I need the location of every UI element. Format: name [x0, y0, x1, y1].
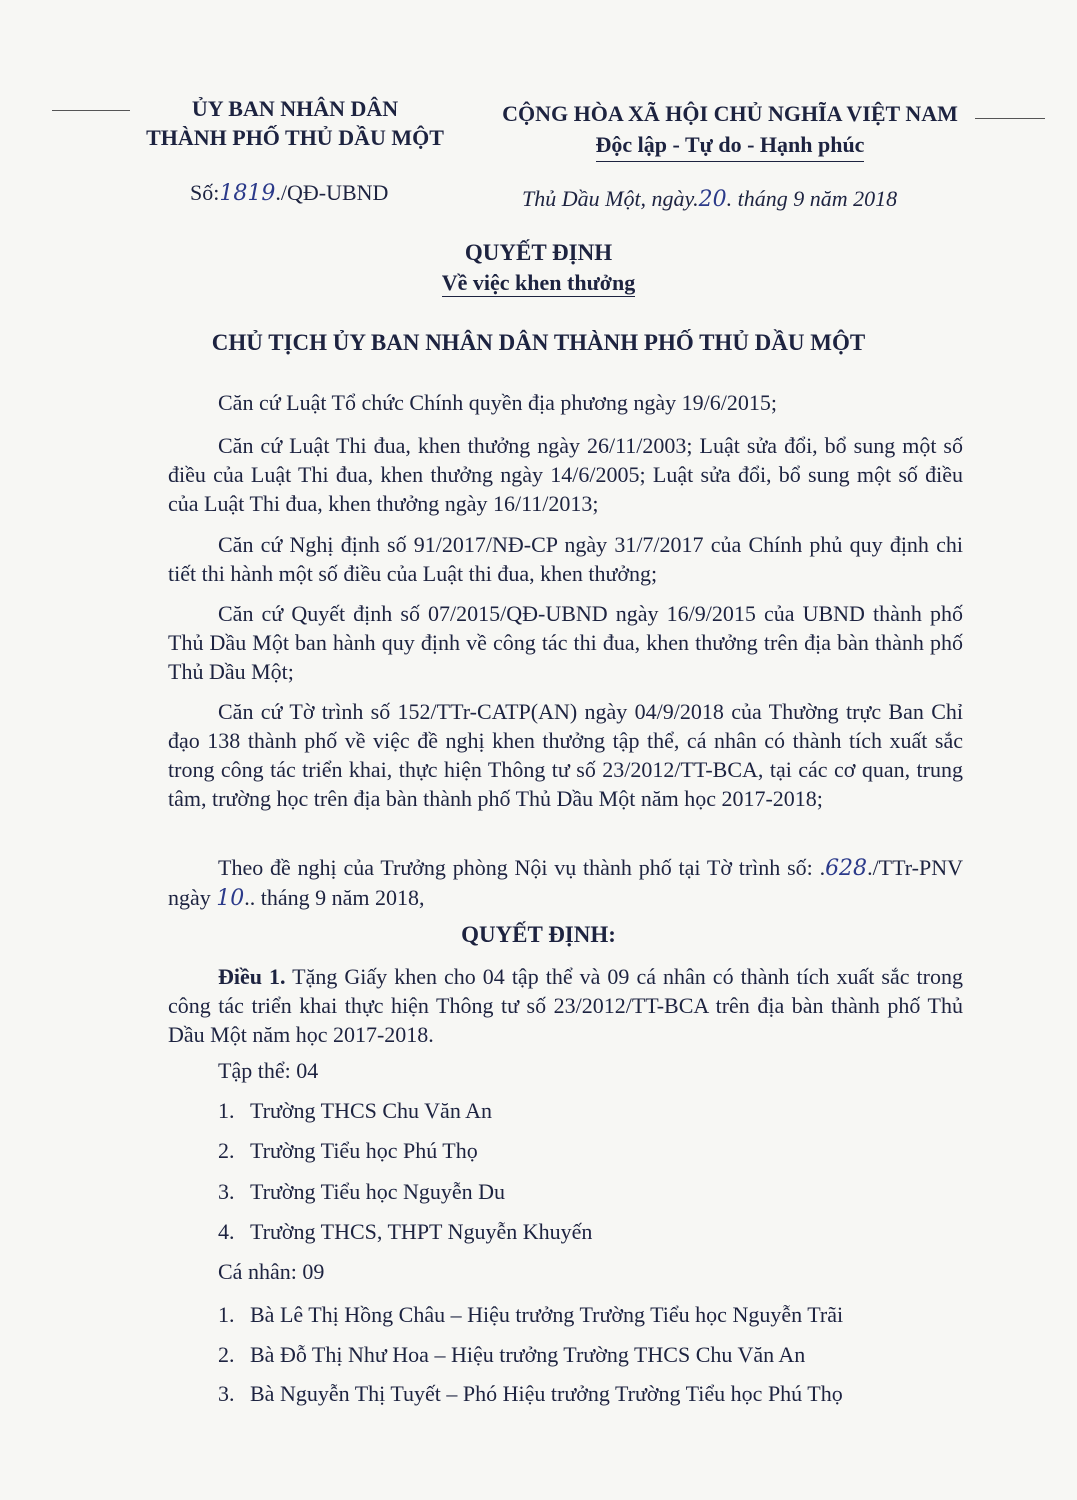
collective-item-no: 1. — [218, 1098, 235, 1123]
collective-item-no: 4. — [218, 1219, 235, 1244]
collective-item-text: Trường Tiểu học Phú Thọ — [250, 1138, 478, 1163]
doc-no-handwritten: 1819 — [219, 181, 276, 206]
date-day-handwritten: 20 — [698, 187, 727, 212]
collective-item — [218, 1138, 478, 1164]
individual-item-no: 3. — [218, 1381, 235, 1406]
preamble-3: Căn cứ Nghị định số 91/2017/NĐ-CP ngày 31/7/2017 của Chính phủ quy định chi tiết thi hành một số điều của Luật thi đua, khen thưởng; — [168, 532, 963, 586]
collectives-heading: Tập thể: 04 — [218, 1058, 319, 1083]
proposal-no-suffix: ./TTr-PNV ngày — [168, 855, 964, 910]
individual-item-no: 2. — [218, 1342, 235, 1367]
individual-item-text: Bà Lê Thị Hồng Châu – Hiệu trưởng Trường Tiểu học Nguyễn Trãi — [250, 1302, 844, 1327]
place-date-prefix: Thủ Dầu Một, ngày. — [522, 186, 699, 211]
national-header — [470, 98, 990, 162]
preamble-2: Căn cứ Luật Thi đua, khen thưởng ngày 26/11/2003; Luật sửa đổi, bổ sung một số điều của Luật Thi đua, khen thưởng ngày 14/6/2005; Luật sửa đổi, bổ sung một số điều của Luật Thi đua, khen thưởng ngày 16/11/2013; — [168, 433, 963, 516]
collective-item — [218, 1179, 505, 1205]
collective-item-text: Trường THCS, THPT Nguyễn Khuyến — [250, 1219, 593, 1244]
document-subject: Về việc khen thưởng — [441, 270, 636, 295]
proposal-line-1: Theo đề nghị của Trưởng phòng Nội vụ thành phố tại Tờ trình số: — [218, 855, 813, 880]
collective-item — [218, 1098, 492, 1124]
article-1-text: Tặng Giấy khen cho 04 tập thể và 09 cá nhân có thành tích xuất sắc trong công tác triển khai thực hiện Thông tư số 23/2012/TT-BCA trên địa bàn thành phố Thủ Dầu Một năm học 2017-2018. — [168, 964, 963, 1047]
collective-item-no: 3. — [218, 1179, 235, 1204]
national-motto: Độc lập - Tự do - Hạnh phúc — [596, 129, 865, 162]
agency-line-2: THÀNH PHỐ THỦ DẦU MỘT — [146, 125, 444, 150]
doc-no-suffix: ./QĐ-UBND — [275, 180, 389, 205]
preamble-4: Căn cứ Quyết định số 07/2015/QĐ-UBND ngày 16/9/2015 của UBND thành phố Thủ Dầu Một ban hành quy định về công tác thi đua, khen thưởng trên địa bàn thành phố Thủ Dầu Một; — [168, 601, 963, 684]
individual-item — [218, 1302, 843, 1328]
place-date-suffix: . tháng 9 năm 2018 — [726, 186, 898, 211]
place-date — [522, 186, 897, 212]
issuing-agency — [130, 94, 460, 152]
document-title: QUYẾT ĐỊNH — [464, 240, 613, 265]
proposal — [168, 853, 963, 913]
collective-item-no: 2. — [218, 1138, 235, 1163]
agency-line-1: ỦY BAN NHÂN DÂN — [191, 96, 399, 121]
country-name: CỘNG HÒA XÃ HỘI CHỦ NGHĨA VIỆT NAM — [502, 101, 958, 126]
doc-no-prefix: Số: — [190, 180, 220, 205]
individuals-heading: Cá nhân: 09 — [218, 1259, 325, 1284]
article-1-label: Điều 1. — [218, 964, 286, 989]
decision-heading: QUYẾT ĐỊNH: — [461, 922, 616, 947]
individual-item — [218, 1381, 843, 1407]
preamble-5: Căn cứ Tờ trình số 152/TTr-CATP(AN) ngày 04/9/2018 của Thường trực Ban Chỉ đạo 138 thành phố về việc đề nghị khen thưởng tập thể, cá nhân có thành tích xuất sắc trong công tác triển khai, thực hiện Thông tư số 23/2012/TT-BCA, tại các cơ quan, trung tâm, trường học trên địa bàn thành phố Thủ Dầu Một năm học 2017-2018; — [168, 699, 963, 811]
document-subject-wrap — [0, 270, 1077, 297]
proposal-no-handwritten: 628 — [825, 856, 868, 881]
individual-item-text: Bà Nguyễn Thị Tuyết – Phó Hiệu trưởng Trường Tiểu học Phú Thọ — [250, 1381, 843, 1406]
individual-item — [218, 1342, 805, 1368]
collective-item-text: Trường THCS Chu Văn An — [250, 1098, 492, 1123]
collective-item — [218, 1219, 592, 1245]
margin-dash-left — [52, 110, 130, 111]
proposal-date-suffix: .. tháng 9 năm 2018, — [244, 885, 425, 910]
collective-item-text: Trường Tiểu học Nguyễn Du — [250, 1179, 505, 1204]
preamble-1: Căn cứ Luật Tổ chức Chính quyền địa phương ngày 19/6/2015; — [218, 390, 778, 415]
proposal-no-prefix: . — [819, 855, 826, 880]
proposal-day-handwritten: 10 — [216, 886, 245, 911]
issuing-authority: CHỦ TỊCH ỦY BAN NHÂN DÂN THÀNH PHỐ THỦ DẦU MỘT — [211, 330, 866, 355]
individual-item-text: Bà Đỗ Thị Như Hoa – Hiệu trưởng Trường THCS Chu Văn An — [250, 1342, 806, 1367]
individual-item-no: 1. — [218, 1302, 235, 1327]
document-number — [190, 180, 388, 206]
article-1 — [168, 962, 963, 1049]
